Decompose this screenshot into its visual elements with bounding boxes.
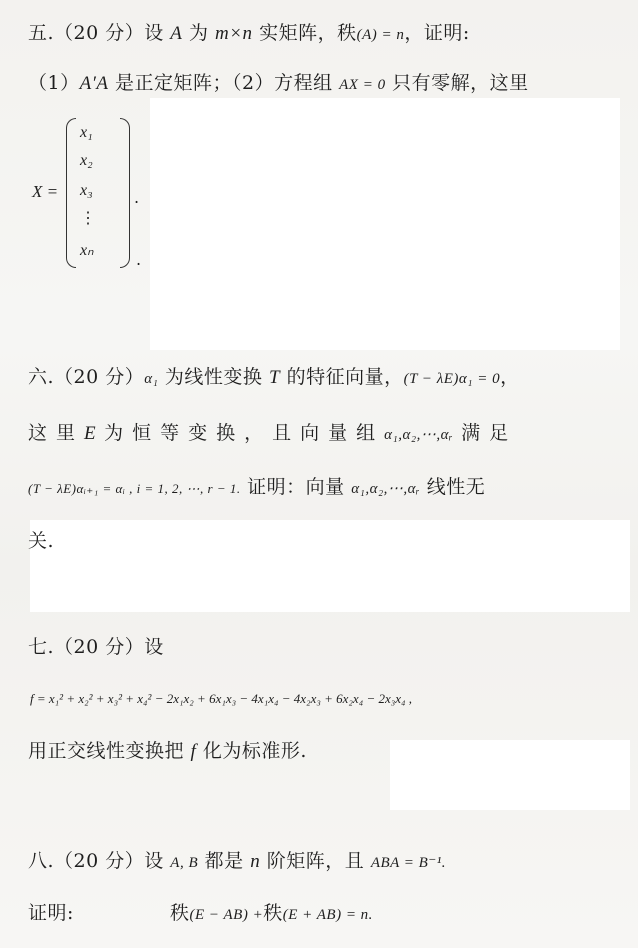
answer-space-q5 xyxy=(150,98,620,350)
transform-T: T xyxy=(268,367,281,388)
q5-text-is: 为 xyxy=(182,22,215,44)
entry-x1: x₁ xyxy=(80,124,93,141)
answer-space-q7 xyxy=(390,740,630,810)
q6-heading: 六.（20 分） xyxy=(28,366,145,388)
entry-x2: x₂ xyxy=(80,152,93,169)
q8-line2 xyxy=(28,898,74,925)
vector-dot-2: . xyxy=(136,250,142,269)
q8-line1 xyxy=(28,846,446,873)
eigen-equation: (T − λE)α₁ = 0 xyxy=(403,371,501,387)
q6-text-end: 关. xyxy=(28,530,55,552)
condition-ABA: ABA = B⁻¹. xyxy=(370,855,446,871)
q8-text-mid2: 阶矩阵，且 xyxy=(260,850,371,872)
q7-line3 xyxy=(28,736,307,763)
q6-comma: ， xyxy=(500,366,520,388)
q6-line4 xyxy=(28,526,54,553)
vector-group-2: α₁,α₂,⋯,αᵣ xyxy=(351,481,421,497)
q6-text-indep: 线性无 xyxy=(420,476,486,498)
q6-text-satisfy: 满足 xyxy=(461,422,518,444)
q5-text-prove: ，证明: xyxy=(404,22,470,44)
q7-text-pre: 用正交线性变换把 xyxy=(28,740,191,762)
dimension-mxn: m×n xyxy=(215,23,253,44)
equation-AX0: AX = 0 xyxy=(339,77,386,93)
rank-condition: (A) = n xyxy=(356,27,405,43)
q5-part2-text: 只有零解，这里 xyxy=(385,72,529,94)
q7-line1 xyxy=(28,632,164,659)
answer-space-q6 xyxy=(30,520,630,612)
left-paren xyxy=(66,118,76,268)
q6-text-post: 的特征向量， xyxy=(280,366,404,388)
entry-x3: x₃ xyxy=(80,182,93,199)
q8-text-mid1: 都是 xyxy=(198,850,251,872)
q5-part1-marker: （1） xyxy=(28,72,80,94)
matrices-AB: A, B xyxy=(170,855,199,871)
q7-heading: 七.（20 分）设 xyxy=(28,636,164,658)
entry-vdots: ⋮ xyxy=(80,210,96,227)
chain-equation: (T − λE)αᵢ₊₁ = αᵢ , i = 1, 2, ⋯, r − 1. xyxy=(28,481,241,496)
q6-line2 xyxy=(28,418,517,445)
rank-expr-2: (E + AB) = n. xyxy=(282,907,373,923)
alpha1: α₁ xyxy=(144,371,159,387)
q6-text-here: 这里 xyxy=(28,422,85,444)
rank-label-2: 秩 xyxy=(263,902,283,924)
column-vector-X xyxy=(28,118,158,278)
entry-xn: xₙ xyxy=(80,242,94,259)
rank-expr-1: (E − AB) + xyxy=(189,907,264,923)
vector-group: α₁,α₂,⋯,αᵣ xyxy=(384,427,454,443)
q6-prove-text: 证明：向量 xyxy=(240,476,352,498)
q6-text-identity: 为恒等变换，且向量组 xyxy=(104,422,385,444)
q5-text-realmat: 实矩阵，秩 xyxy=(252,22,357,44)
function-f: f xyxy=(190,741,197,762)
rank-label-1: 秩 xyxy=(170,902,190,924)
q5-line1 xyxy=(28,18,470,45)
X-equals: X = xyxy=(32,182,59,201)
q8-heading: 八.（20 分）设 xyxy=(28,850,171,872)
vector-dot: . xyxy=(134,188,140,207)
q6-text-mid: 为线性变换 xyxy=(158,366,269,388)
quadratic-form: f = x₁² + x₂² + x₃² + x₄² − 2x₁x₂ + 6x₁x₃ − 4x₁x₄ − 4x₂x₃ + 6x₂x₄ − 2x₃x₄ , xyxy=(30,691,413,706)
q5-heading: 五.（20 分）设 xyxy=(28,22,171,44)
q8-line2-formula xyxy=(170,898,373,925)
matrix-A: A xyxy=(170,23,183,44)
right-paren xyxy=(120,118,130,268)
identity-E: E xyxy=(84,423,97,444)
order-n: n xyxy=(250,851,261,872)
q6-line3 xyxy=(28,472,485,499)
q6-line1 xyxy=(28,362,520,389)
q7-text-post: 化为标准形. xyxy=(196,740,307,762)
q8-prove-label: 证明: xyxy=(28,902,74,924)
expr-AtA: A′A xyxy=(79,73,109,94)
q5-part1-text: 是正定矩阵；（2）方程组 xyxy=(108,72,340,94)
q7-line2 xyxy=(30,686,412,708)
q5-line2 xyxy=(28,68,529,95)
